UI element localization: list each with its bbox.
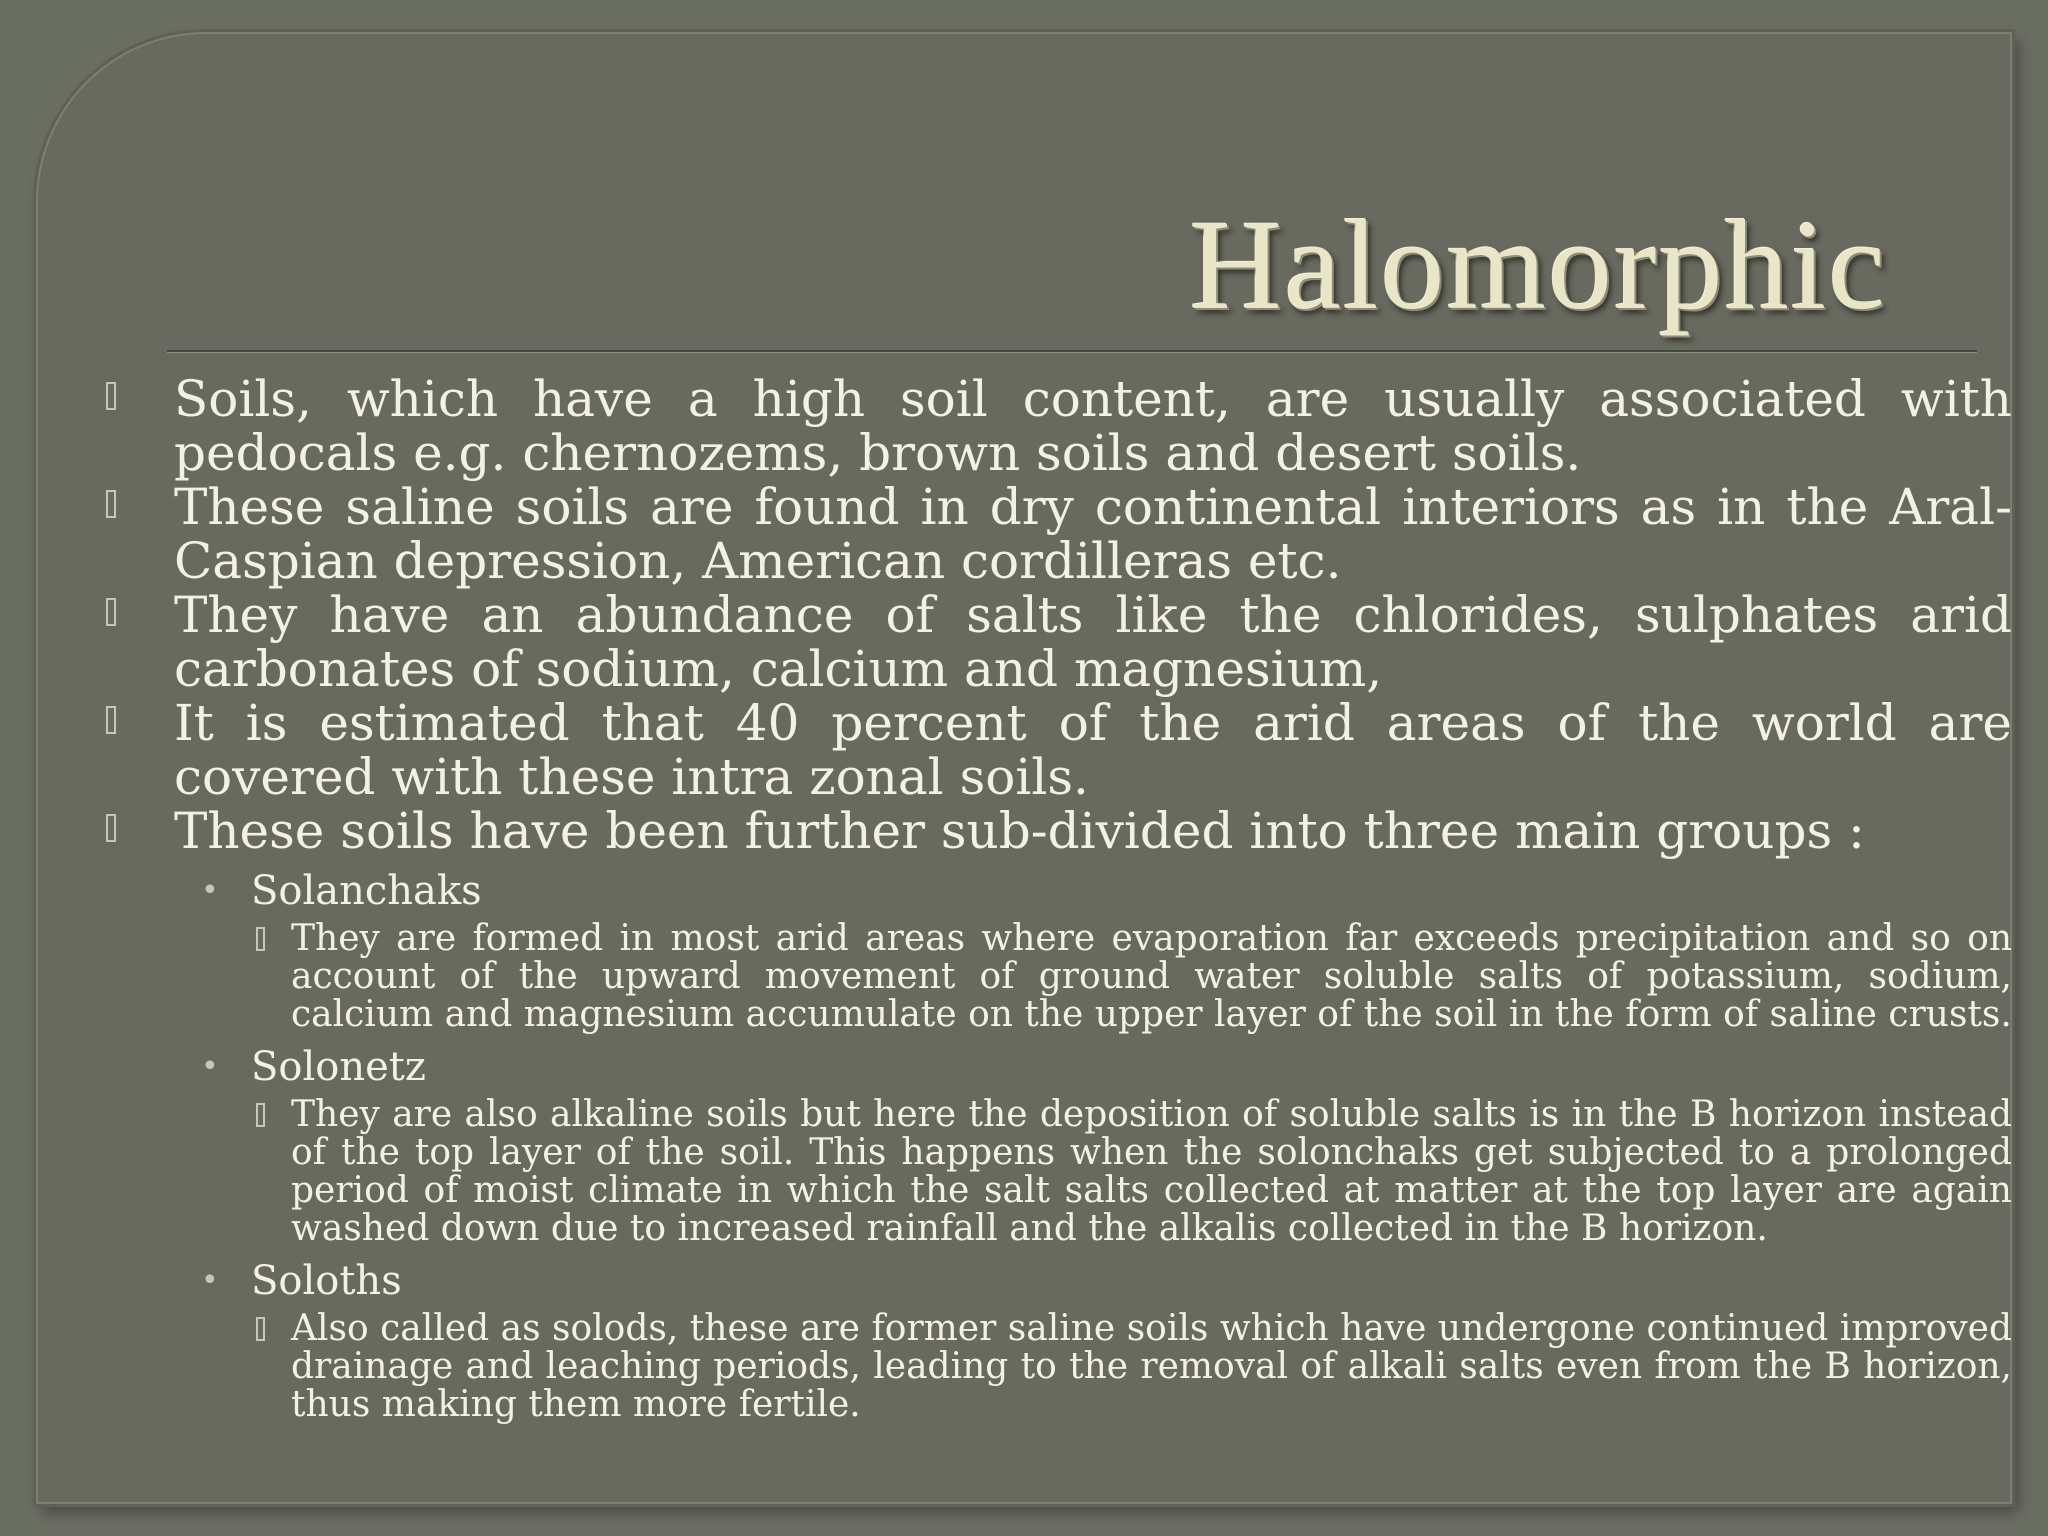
slide-panel — [36, 32, 2012, 1504]
bullet-square-icon — [106, 490, 116, 518]
bullet-item — [106, 804, 2012, 858]
bullet-square-icon — [256, 1103, 265, 1127]
slide-title: Halomorphic — [1189, 194, 1887, 336]
bullet-item — [106, 480, 2012, 588]
title-divider — [167, 350, 1977, 352]
bullet-square-icon — [106, 706, 116, 734]
soil-group-name: Solanchaks — [251, 868, 482, 914]
bullet-text: Soils, which have a high soil content, are usually associated with pedocals e.g. chernozems, brown soils and desert soils. — [174, 370, 2012, 482]
slide-content — [106, 372, 2012, 1434]
bullet-item — [106, 696, 2012, 804]
bullet-dot-icon: • — [201, 873, 219, 908]
soil-group-name: Solonetz — [251, 1044, 426, 1090]
bullet-dot-icon: • — [201, 1263, 219, 1298]
soil-group-text: Also called as solods, these are former saline soils which have undergone continued improved drainage and leaching periods, leading to the removal of alkali salts even from the B horizon, thus making them more fertile. — [291, 1308, 2012, 1425]
bullet-item — [106, 588, 2012, 696]
bullet-square-icon — [256, 927, 265, 951]
bullet-dot-icon: • — [201, 1049, 219, 1084]
soil-group-description — [106, 920, 2012, 1034]
soil-group-heading — [106, 1258, 2012, 1304]
bullet-text: It is estimated that 40 percent of the arid areas of the world are covered with these intra zonal soils. — [174, 694, 2012, 806]
bullet-square-icon — [256, 1317, 265, 1341]
bullet-text: These saline soils are found in dry continental interiors as in the Aral-Caspian depression, American cordilleras etc. — [174, 478, 2012, 590]
soil-group-text: They are formed in most arid areas where evaporation far exceeds precipitation and so on account of the upward movement of ground water soluble salts of potassium, sodium, calcium and magnesium accumulate on the upper layer of the soil in the form of saline crusts. — [291, 918, 2012, 1035]
bullet-square-icon — [106, 382, 116, 410]
soil-group-text: They are also alkaline soils but here the deposition of soluble salts is in the B horizon instead of the top layer of the soil. This happens when the solonchaks get subjected to a prolonged period of moist climate in which the salt salts collected at matter at the top layer are again washed down due to increased rainfall and the alkalis collected in the B horizon. — [291, 1094, 2012, 1249]
bullet-text: These soils have been further sub-divided into three main groups : — [174, 802, 1865, 860]
bullet-square-icon — [106, 598, 116, 626]
bullet-text: They have an abundance of salts like the chlorides, sulphates arid carbonates of sodium, calcium and magnesium, — [174, 586, 2012, 698]
soil-group-description — [106, 1096, 2012, 1248]
soil-group-name: Soloths — [251, 1258, 402, 1304]
soil-group-heading — [106, 1044, 2012, 1090]
bullet-square-icon — [106, 814, 116, 842]
soil-group-description — [106, 1310, 2012, 1424]
soil-group-heading — [106, 868, 2012, 914]
bullet-item — [106, 372, 2012, 480]
